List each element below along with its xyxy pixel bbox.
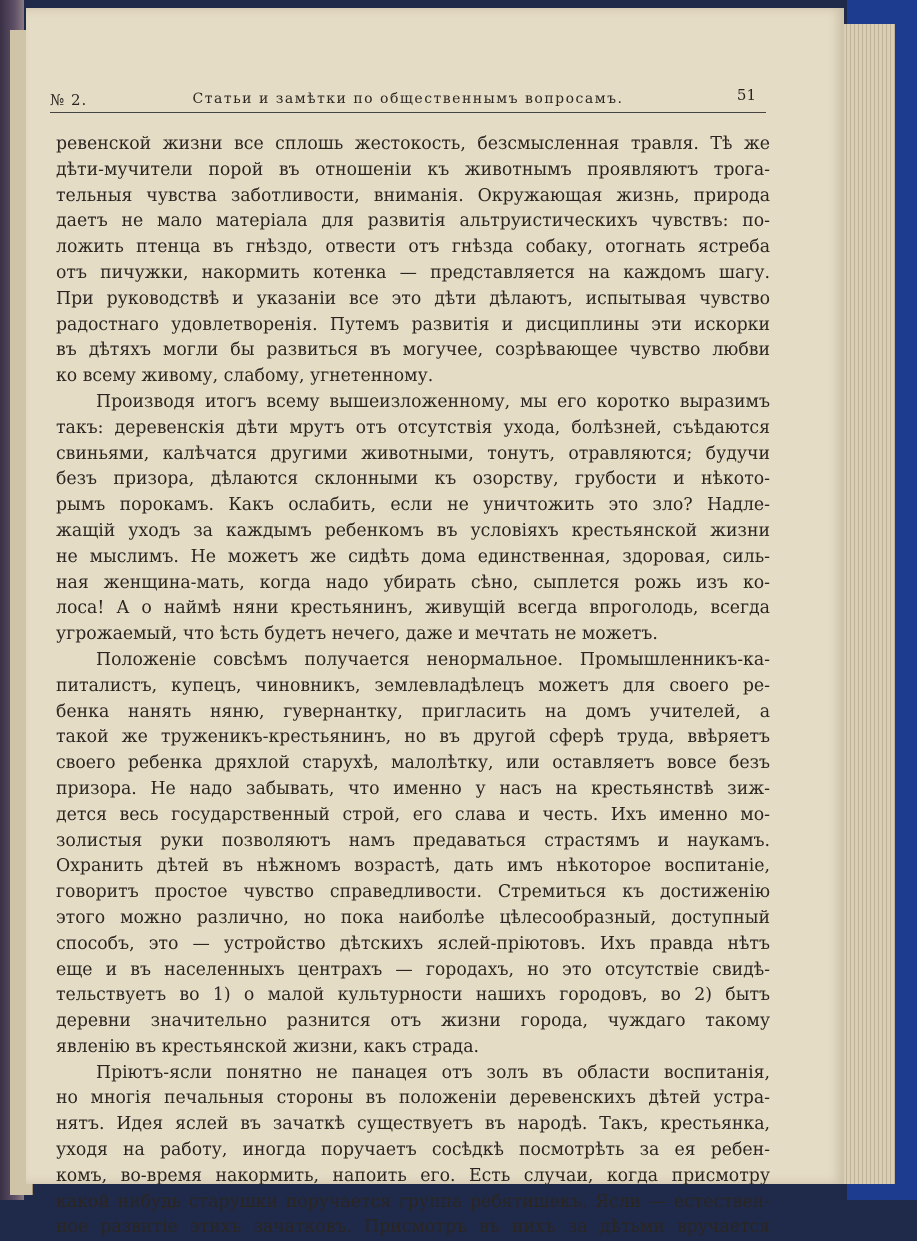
text-line: какой нибудь старушки поручается группа ребятишекъ. Ясли — естествен- [56, 1191, 770, 1212]
text-line: угрожаемый, что ѣсть будетъ нечего, даже и мечтать не можетъ. [56, 624, 658, 645]
text-line: питалистъ, купецъ, чиновникъ, землевладѣлецъ можетъ для своего ре- [56, 675, 770, 696]
text-line: жащій уходъ за каждымъ ребенкомъ въ условіяхъ крестьянской жизни [56, 520, 770, 541]
text-line: деревни значительно разнится отъ жизни города, чуждаго такому [56, 1011, 770, 1032]
text-line: комъ, во-время накормить, напоить его. Есть случаи, когда присмотру [56, 1165, 770, 1186]
section-title: Статьи и замѣтки по общественнымъ вопросамъ. [192, 91, 624, 107]
text-line: ко всему живому, слабому, угнетенному. [56, 366, 434, 387]
text-line: призора. Не надо забывать, что именно у насъ на крестьянствѣ зиж- [56, 778, 770, 799]
text-line: такой же труженикъ-крестьянинъ, но въ другой сферѣ труда, ввѣряетъ [56, 727, 770, 748]
issue-number: № 2. [50, 91, 88, 109]
text-line: отъ пичужки, накормить котенка — представляется на каждомъ шагу. [56, 262, 770, 283]
text-line: лоса! А о наймѣ няни крестьянинъ, живущій всегда впроголодь, всегда [56, 598, 770, 619]
running-header [50, 86, 766, 113]
text-line: но многія печальныя стороны въ положеніи деревенскихъ дѣтей устра- [56, 1088, 770, 1109]
text-line: Пріютъ-ясли понятно не панацея отъ золъ въ области воспитанія, [96, 1062, 770, 1083]
text-line: ревенской жизни все сплошь жестокость, безсмысленная травля. Тѣ же [56, 134, 770, 154]
text-line: не мыслимъ. Не можетъ же сидѣть дома единственная, здоровая, силь- [56, 546, 770, 567]
text-line: такъ: деревенскія дѣти мрутъ отъ отсутствія ухода, болѣзней, съѣдаются [56, 417, 770, 438]
text-line: радостнаго удовлетворенія. Путемъ развитія и дисциплины эти искорки [56, 314, 770, 335]
text-line: этого можно различно, но пока наиболѣе цѣлесообразный, доступный [56, 907, 770, 928]
text-line: явленію въ крестьянской жизни, какъ страда. [56, 1036, 479, 1057]
page-number: 51 [736, 86, 756, 104]
text-line: еще и въ населенныхъ центрахъ — городахъ, но это отсутствіе свидѣ- [56, 959, 770, 980]
text-line: Производя итогъ всему вышеизложенному, мы его коротко выразимъ [96, 391, 770, 412]
text-line: ное развитіе этихъ зачатковъ. Присмотръ въ нихъ за дѣтьми вручается [56, 1217, 770, 1238]
text-line: безъ призора, дѣлаются склонными къ озорству, грубости и нѣкото- [56, 469, 770, 490]
text-line: бенка нанять няню, гувернантку, пригласить на домъ учителей, а [56, 701, 770, 722]
text-line: При руководствѣ и указаніи все это дѣти дѣлаютъ, испытывая чувство [56, 288, 770, 309]
text-line: Охранить дѣтей въ нѣжномъ возрастѣ, дать имъ нѣкоторое воспитаніе, [56, 856, 770, 877]
text-line: ная женщина-мать, когда надо убирать сѣно, сыплется рожь изъ ко- [56, 572, 770, 593]
text-line: даетъ не мало матеріала для развитія альтруистическихъ чувствъ: по- [56, 211, 770, 232]
text-line: способъ, это — устройство дѣтскихъ яслей-пріютовъ. Ихъ правда нѣтъ [56, 933, 770, 954]
text-line: тельствуетъ во 1) о малой культурности нашихъ городовъ, во 2) бытъ [56, 985, 770, 1006]
text-line: уходя на работу, иногда поручаетъ сосѣдкѣ посмотрѣть за ея ребен- [56, 1140, 770, 1161]
text-line: дѣти-мучители порой въ отношеніи къ животнымъ проявляютъ трога- [56, 159, 770, 180]
text-line: ложить птенца въ гнѣздо, отвести отъ гнѣзда собаку, отогнать ястреба [56, 237, 770, 258]
text-line: свиньями, калѣчатся другими животными, тонутъ, отравляются; будучи [56, 443, 770, 464]
text-line: рымъ порокамъ. Какъ ослабить, если не уничтожить это зло? Надле- [56, 495, 770, 516]
text-line: въ дѣтяхъ могли бы развиться въ могучее, созрѣвающее чувство любви [56, 340, 770, 361]
text-line: нятъ. Идея яслей въ зачаткѣ существуетъ въ народѣ. Такъ, крестьянка, [56, 1114, 770, 1135]
text-line: золистыя руки позволяютъ намъ предаваться страстямъ и наукамъ. [56, 830, 770, 851]
text-line: тельныя чувства заботливости, вниманія. Окружающая жизнь, природа [56, 185, 770, 206]
body-text [56, 132, 770, 1241]
text-line: Положеніе совсѣмъ получается ненормальное. Промышленникъ-ка- [96, 649, 770, 670]
page-stack-edges [835, 24, 895, 1184]
text-line: говоритъ простое чувство справедливости. Стремиться къ достиженію [56, 882, 770, 903]
text-line: своего ребенка дряхлой старухѣ, малолѣтку, или оставляетъ вовсе безъ [56, 753, 770, 774]
text-line: дется весь государственный строй, его слава и честь. Ихъ именно мо- [56, 804, 770, 825]
